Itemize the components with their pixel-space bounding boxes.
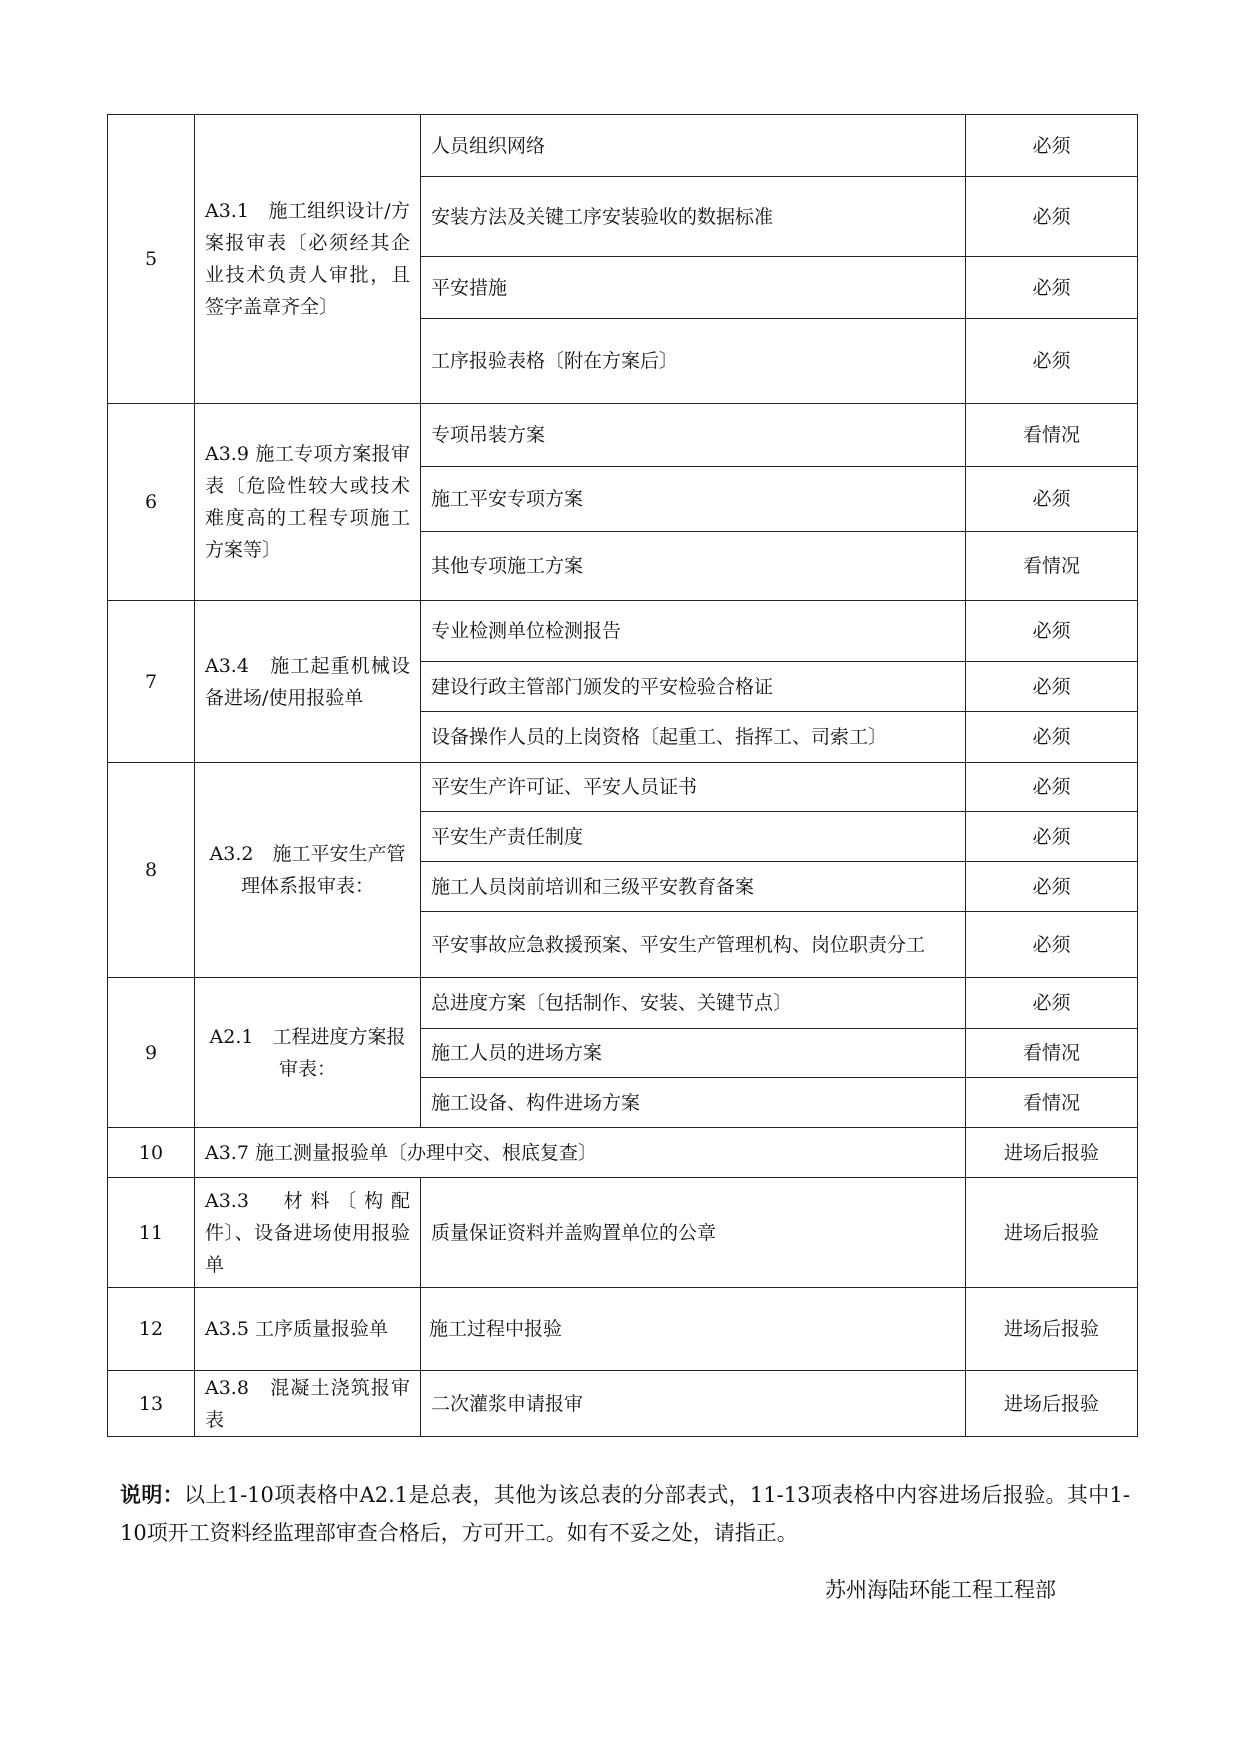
- form-name: A3.5 工序质量报验单: [195, 1288, 421, 1371]
- requirement: 必须: [966, 257, 1138, 319]
- row-number: 7: [108, 601, 195, 763]
- requirement: 看情况: [966, 404, 1138, 467]
- item-description: 设备操作人员的上岗资格〔起重工、指挥工、司索工〕: [421, 712, 966, 763]
- table-row: [108, 1128, 1138, 1178]
- note-paragraph: [120, 1476, 1130, 1552]
- row-number: 9: [108, 978, 195, 1128]
- note-text: 以上1-10项表格中A2.1是总表，其他为该总表的分部表式，11-13项表格中内容进场后报验。其中1-10项开工资料经监理部审查合格后，方可开工。如有不妥之处，请指正。: [120, 1483, 1131, 1545]
- table-row: [108, 1371, 1138, 1437]
- requirement: 看情况: [966, 532, 1138, 601]
- item-description: 总进度方案〔包括制作、安装、关键节点〕: [421, 978, 966, 1029]
- form-name: A3.3 材料〔构配件〕、设备进场使用报验单: [195, 1178, 421, 1288]
- requirement: 必须: [966, 662, 1138, 712]
- requirement: 必须: [966, 912, 1138, 978]
- requirement: 必须: [966, 115, 1138, 177]
- requirement: 必须: [966, 467, 1138, 532]
- item-description: 平安生产许可证、平安人员证书: [421, 763, 966, 812]
- table-row: [108, 1288, 1138, 1371]
- row-number: 5: [108, 115, 195, 404]
- document-table: [107, 114, 1138, 1437]
- table-row: [108, 978, 1138, 1029]
- form-name: A3.8 混凝土浇筑报审表: [195, 1371, 421, 1437]
- requirement: 必须: [966, 862, 1138, 912]
- requirement: 必须: [966, 712, 1138, 763]
- item-description: 施工平安专项方案: [421, 467, 966, 532]
- table-row: [108, 404, 1138, 467]
- item-description: 其他专项施工方案: [421, 532, 966, 601]
- item-description: 建设行政主管部门颁发的平安检验合格证: [421, 662, 966, 712]
- form-name: A3.7 施工测量报验单〔办理中交、根底复查〕: [195, 1128, 966, 1178]
- row-number: 12: [108, 1288, 195, 1371]
- form-name: A3.9 施工专项方案报审表〔危险性较大或技术难度高的工程专项施工方案等〕: [195, 404, 421, 601]
- item-description: 平安事故应急救援预案、平安生产管理机构、岗位职责分工: [421, 912, 966, 978]
- row-number: 13: [108, 1371, 195, 1437]
- item-description: 施工人员岗前培训和三级平安教育备案: [421, 862, 966, 912]
- item-description: 施工设备、构件进场方案: [421, 1078, 966, 1128]
- signature: 苏州海陆环能工程工程部: [825, 1578, 1056, 1602]
- requirement: 必须: [966, 319, 1138, 404]
- requirement: 必须: [966, 177, 1138, 257]
- form-name: A2.1 工程进度方案报审表：: [195, 978, 421, 1128]
- form-name: A3.4 施工起重机械设备进场/使用报验单: [195, 601, 421, 763]
- requirement: 看情况: [966, 1078, 1138, 1128]
- requirement: 必须: [966, 978, 1138, 1029]
- requirement: 进场后报验: [966, 1371, 1138, 1437]
- row-number: 6: [108, 404, 195, 601]
- item-description: 施工过程中报验: [421, 1288, 966, 1371]
- item-description: 专业检测单位检测报告: [421, 601, 966, 662]
- requirement: 必须: [966, 601, 1138, 662]
- requirement: 进场后报验: [966, 1128, 1138, 1178]
- row-number: 8: [108, 763, 195, 978]
- item-description: 安装方法及关键工序安装验收的数据标准: [421, 177, 966, 257]
- item-description: 平安生产责任制度: [421, 812, 966, 862]
- form-name: A3.1 施工组织设计/方案报审表〔必须经其企业技术负责人审批，且签字盖章齐全〕: [195, 115, 421, 404]
- item-description: 质量保证资料并盖购置单位的公章: [421, 1178, 966, 1288]
- note-label: 说明：: [120, 1482, 185, 1507]
- table-row: [108, 1178, 1138, 1288]
- item-description: 专项吊装方案: [421, 404, 966, 467]
- item-description: 平安措施: [421, 257, 966, 319]
- form-name: A3.2 施工平安生产管理体系报审表：: [195, 763, 421, 978]
- item-description: 工序报验表格〔附在方案后〕: [421, 319, 966, 404]
- table-row: [108, 601, 1138, 662]
- item-description: 施工人员的进场方案: [421, 1029, 966, 1078]
- table-row: [108, 763, 1138, 812]
- requirement: 进场后报验: [966, 1178, 1138, 1288]
- requirement: 必须: [966, 763, 1138, 812]
- requirement: 看情况: [966, 1029, 1138, 1078]
- row-number: 10: [108, 1128, 195, 1178]
- item-description: 二次灌浆申请报审: [421, 1371, 966, 1437]
- table-row: [108, 115, 1138, 177]
- requirement: 进场后报验: [966, 1288, 1138, 1371]
- item-description: 人员组织网络: [421, 115, 966, 177]
- row-number: 11: [108, 1178, 195, 1288]
- requirement: 必须: [966, 812, 1138, 862]
